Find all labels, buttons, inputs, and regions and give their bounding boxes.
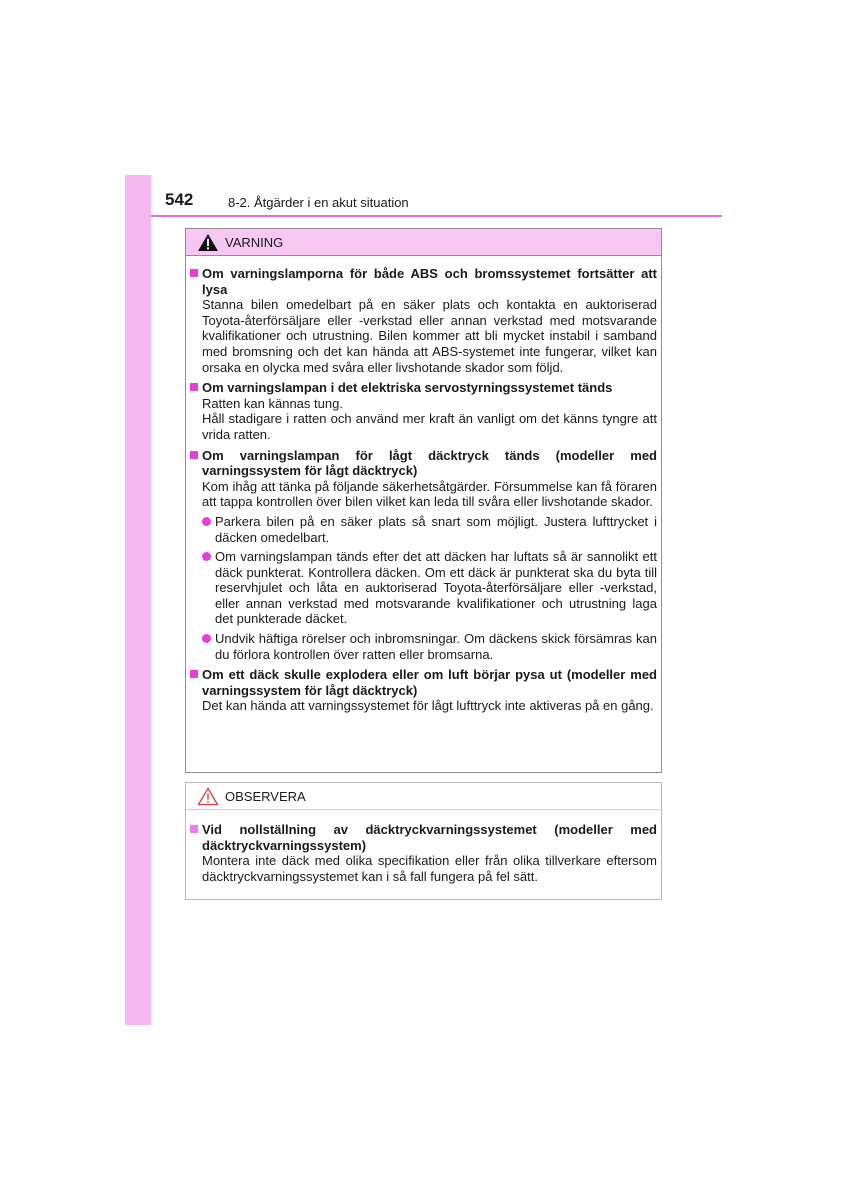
warning-box: [185, 228, 662, 773]
square-bullet-icon: [190, 451, 198, 459]
warning-item-text: Det kan hända att varningssystemet för lågt lufttryck inte aktiveras på en gång.: [202, 698, 654, 714]
notice-item-heading: [190, 822, 657, 853]
side-tab-strip: [125, 175, 151, 1025]
warning-item-title: Om varningslampan för lågt däcktryck tänds (modeller med varningssystem för lågt däcktryck): [202, 447, 657, 479]
bullet-item: [202, 549, 657, 627]
warning-item-text: Kom ihåg att tänka på följande säkerhetsåtgärder. Försummelse kan få föraren att tappa kontrollen över bilen vilket kan leda till svåra eller livshotande skador.: [202, 478, 657, 510]
warning-item-title: Om varningslamporna för både ABS och bromssystemet fortsätter att lysa: [202, 266, 657, 297]
notice-item-text: Montera inte däck med olika specifikation eller från olika tillverkare eftersom däcktryckvarningssystemet kan i så fall fungera på fel sätt.: [202, 853, 657, 884]
notice-box: [185, 782, 662, 900]
square-bullet-icon: [190, 383, 198, 391]
warning-item-heading: [190, 448, 657, 479]
bullet-item: [202, 631, 657, 662]
round-bullet-icon: [202, 634, 211, 643]
round-bullet-icon: [202, 552, 211, 561]
square-bullet-icon: [190, 825, 198, 833]
warning-box-title: VARNING: [225, 234, 284, 250]
notice-box-body: [186, 810, 661, 884]
warning-item-title: Om ett däck skulle explodera eller om luft börjar pysa ut (modeller med varningssystem för lågt däcktryck): [202, 667, 657, 698]
header-divider: [151, 215, 722, 217]
warning-item-title: Om varningslampan i det elektriska servostyrningssystemet tänds: [202, 380, 613, 396]
warning-item-text: Håll stadigare i ratten och använd mer kraft än vanligt om det känns tyngre att vrida ratten.: [202, 411, 657, 442]
bullet-text: Undvik häftiga rörelser och inbromsningar. Om däckens skick försämras kan du förlora kontrollen över ratten eller bromsarna.: [215, 631, 657, 662]
notice-box-header: [186, 783, 661, 810]
warning-box-body: [186, 256, 661, 714]
warning-item-text: Ratten kan kännas tung.: [202, 395, 343, 411]
page-number: 542: [165, 190, 194, 209]
round-bullet-icon: [202, 517, 211, 526]
warning-item-heading: [190, 266, 657, 297]
section-title: 8-2. Åtgärder i en akut situation: [228, 195, 409, 210]
notice-item-title: Vid nollställning av däcktryckvarningssystemet (modeller med däcktryckvarningssystem): [202, 822, 657, 853]
notice-box-title: OBSERVERA: [225, 788, 306, 804]
warning-triangle-icon: [197, 233, 219, 252]
bullet-text: Parkera bilen på en säker plats så snart som möjligt. Justera lufttrycket i däcken omedelbart.: [215, 513, 657, 545]
square-bullet-icon: [190, 269, 198, 277]
warning-item: [190, 266, 657, 375]
warning-item-heading: [190, 380, 657, 396]
warning-item-heading: [190, 667, 657, 698]
warning-item: [190, 448, 657, 663]
square-bullet-icon: [190, 670, 198, 678]
notice-item: [190, 822, 657, 884]
warning-item: [190, 667, 657, 714]
warning-box-header: [186, 229, 661, 256]
bullet-text: Om varningslampan tänds efter det att däcken har luftats så är sannolikt ett däck punkterat. Kontrollera däcken. Om ett däck är punkterat ska du byta till reservhjulet och låta en auktoriserad Toyota-återförsäljare eller -verkstad, eller annan verkstad med motsvarande kvalifikationer och utrustning laga det punkterade däcket.: [215, 549, 657, 627]
warning-item-text: Stanna bilen omedelbart på en säker plats och kontakta en auktoriserad Toyota-återförsäljare eller -verkstad eller annan verkstad med motsvarande kvalifikationer och utrustning. Bilen kommer att bli mycket instabil i samband med bromsning och det kan hända att ABS-systemet inte fungerar, vilket kan orsaka en olycka med svåra eller livshotande skador som följd.: [202, 297, 657, 375]
caution-triangle-icon: [197, 787, 219, 806]
bullet-item: [202, 514, 657, 545]
warning-item: [190, 380, 657, 442]
